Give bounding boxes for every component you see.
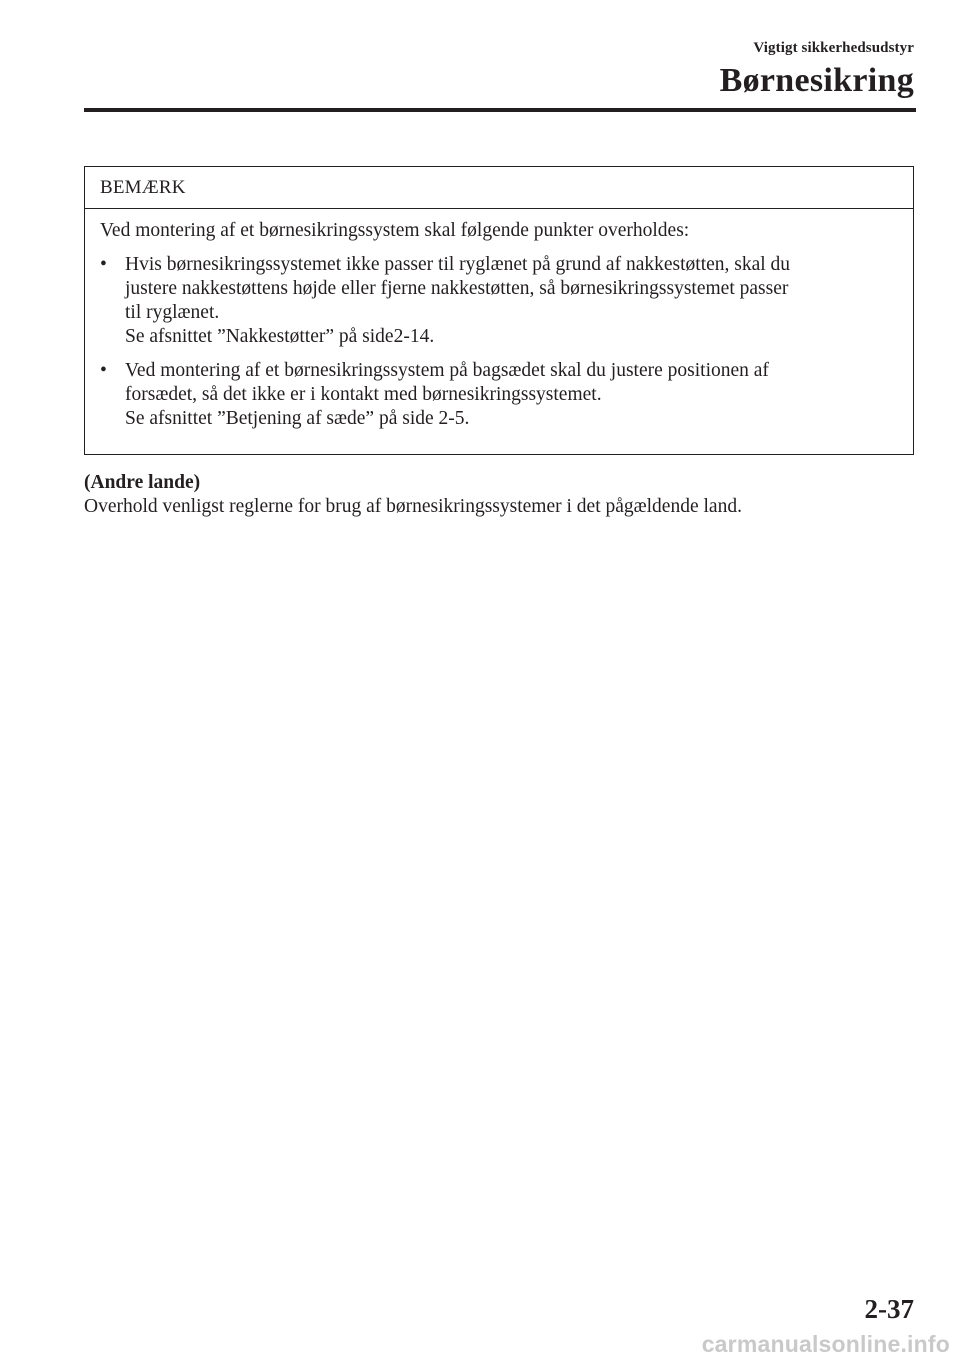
other-countries-section <box>84 471 914 519</box>
note-bullet-item <box>100 359 899 431</box>
note-heading: BEMÆRK <box>85 167 913 209</box>
bullet-text-line: justere nakkestøttens højde eller fjerne nakkestøtten, så børnesikringssystemet passer <box>125 278 789 299</box>
bullet-reference: Se afsnittet ”Betjening af sæde” på side 2-5. <box>125 408 470 429</box>
note-body <box>85 209 913 431</box>
bullet-text-line: Ved montering af et børnesikringssystem på bagsædet skal du justere positionen af <box>125 360 769 381</box>
other-countries-heading: (Andre lande) <box>84 472 201 493</box>
header-divider <box>84 108 916 112</box>
bullet-reference: Se afsnittet ”Nakkestøtter” på side2-14. <box>125 326 435 347</box>
page-title: Børnesikring <box>719 62 914 99</box>
bullet-icon: • <box>100 254 107 275</box>
bullet-icon: • <box>100 360 107 381</box>
note-box <box>84 166 914 455</box>
section-label: Vigtigt sikkerhedsudstyr <box>753 40 914 56</box>
bullet-text-line: forsædet, så det ikke er i kontakt med børnesikringssystemet. <box>125 384 602 405</box>
watermark: carmanualsonline.info <box>701 1331 950 1357</box>
note-bullet-item <box>100 253 899 349</box>
other-countries-text: Overhold venligst reglerne for brug af børnesikringssystemer i det pågældende land. <box>84 496 742 517</box>
page-number: 2-37 <box>864 1294 914 1324</box>
bullet-text-line: til ryglænet. <box>125 302 220 323</box>
note-intro: Ved montering af et børnesikringssystem skal følgende punkter overholdes: <box>100 220 690 241</box>
bullet-text-line: Hvis børnesikringssystemet ikke passer til ryglænet på grund af nakkestøtten, skal du <box>125 254 791 275</box>
